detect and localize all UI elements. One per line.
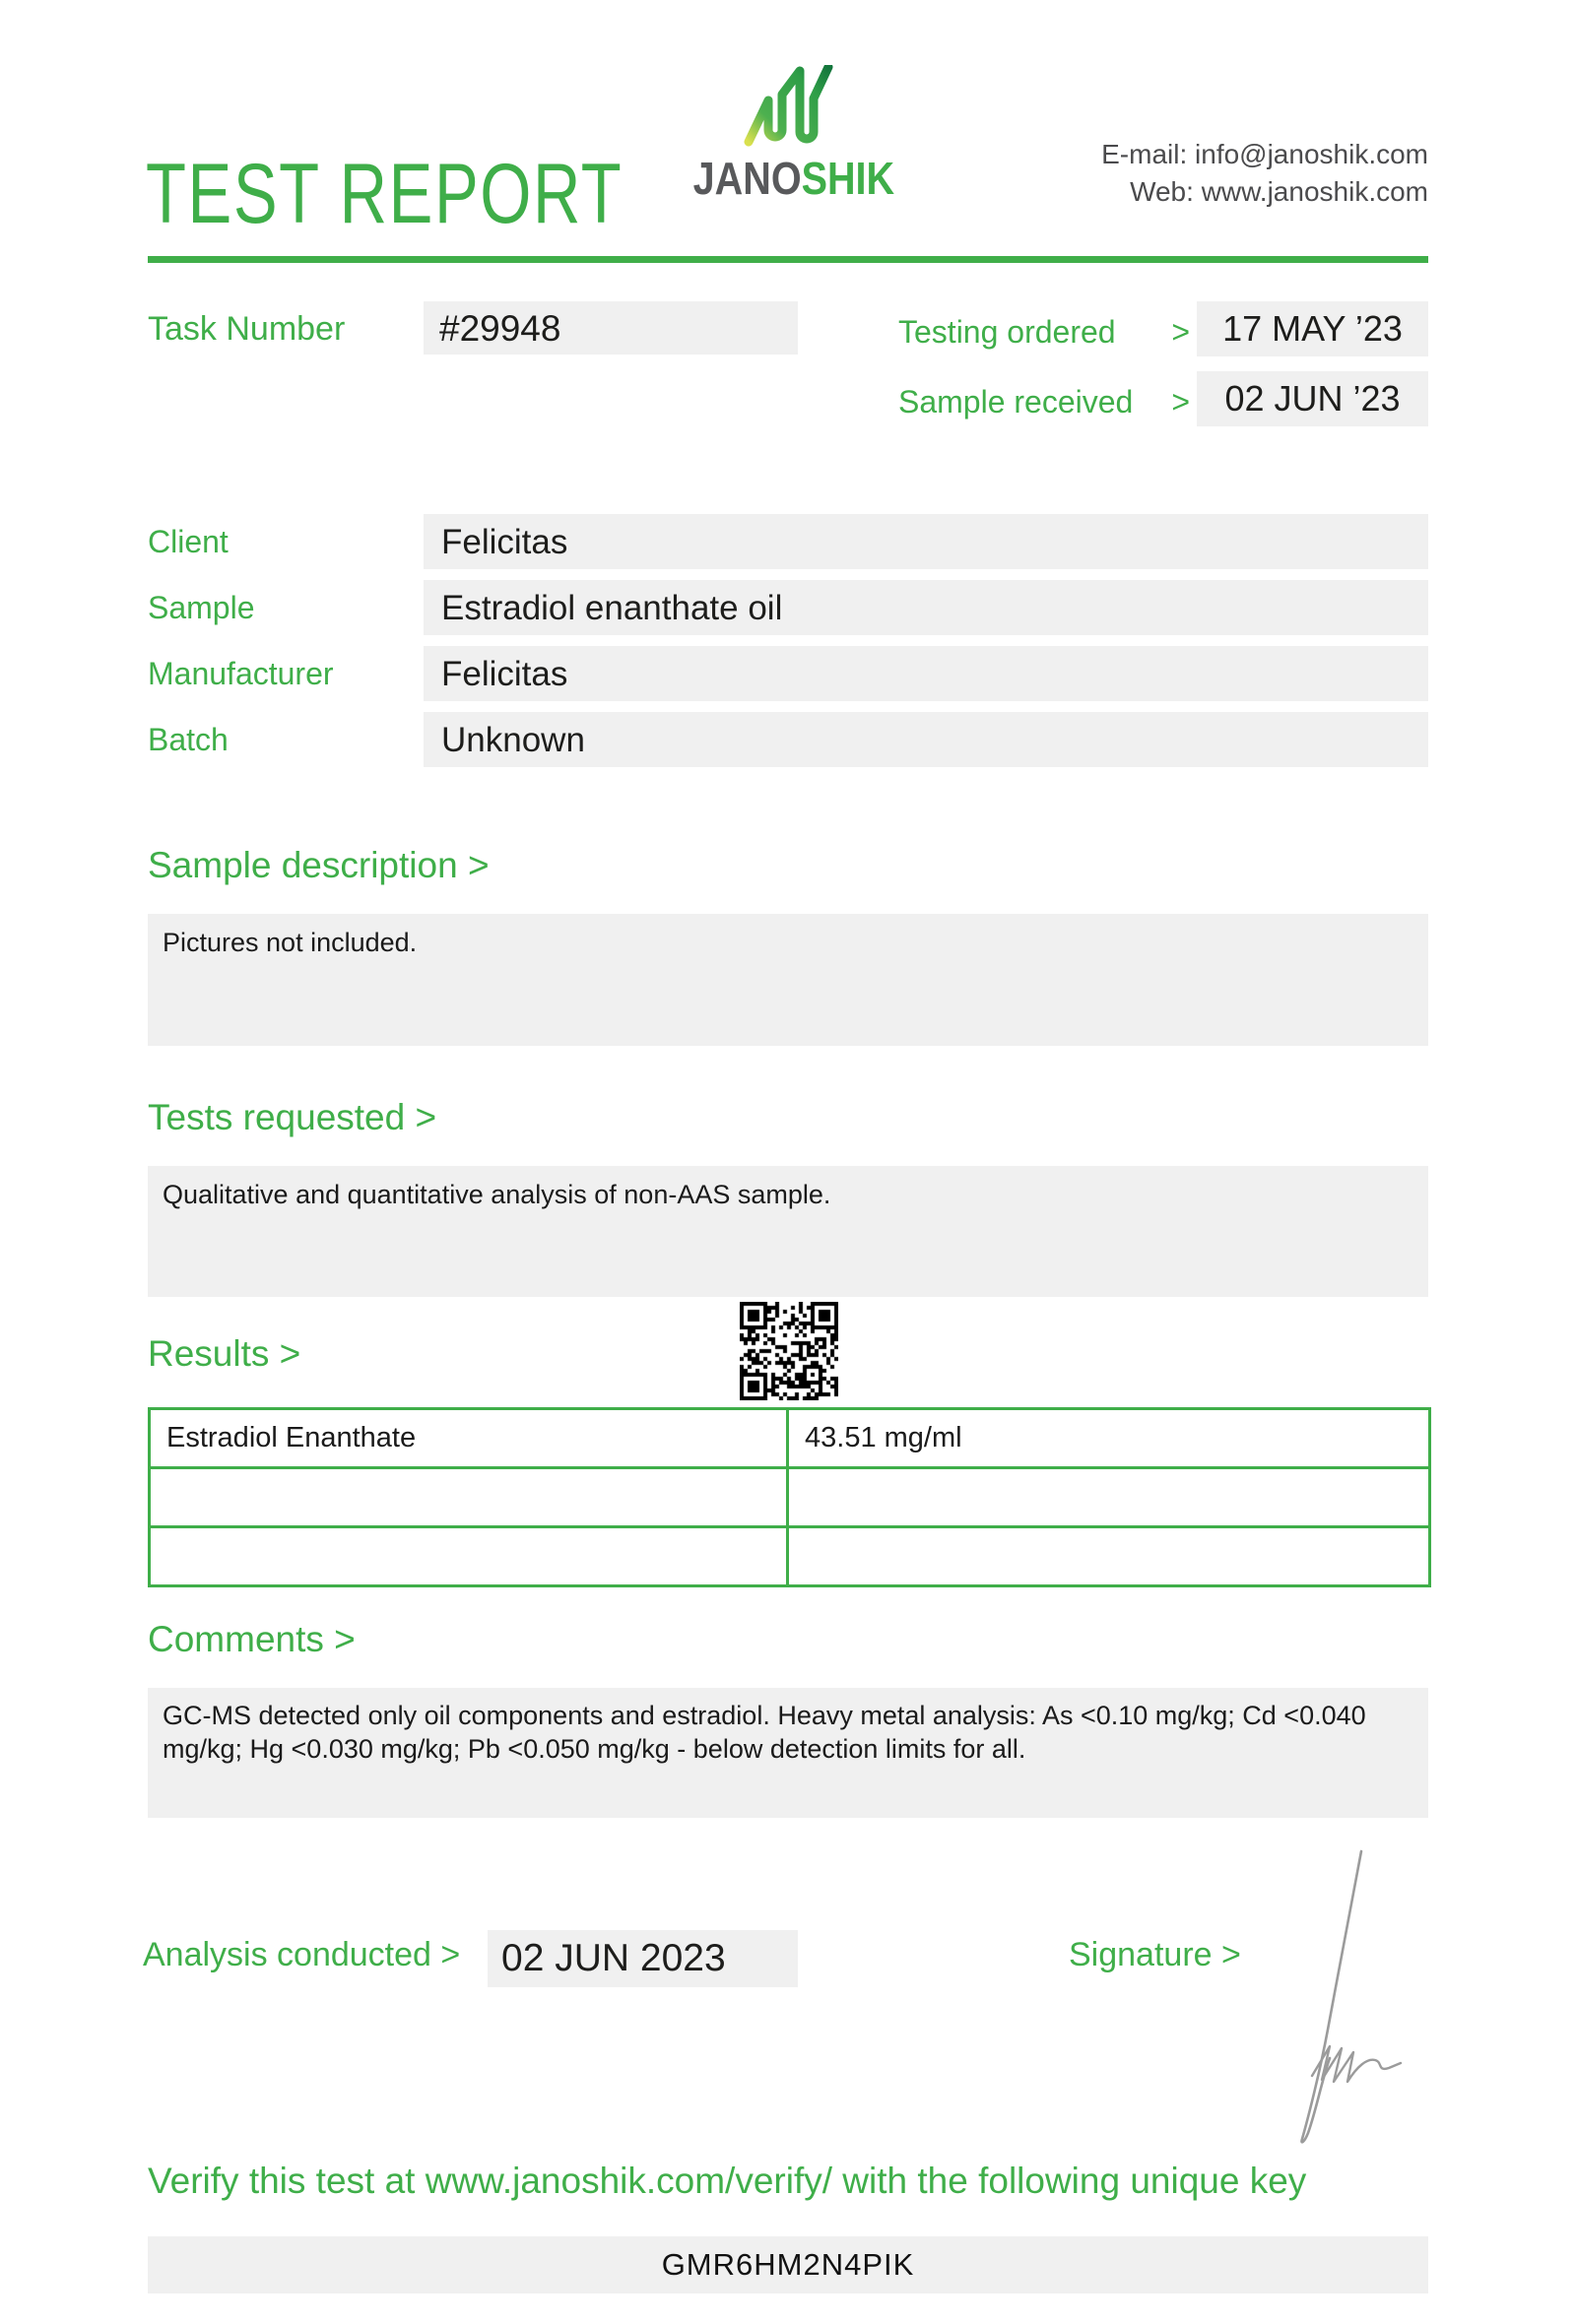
logo-wordmark xyxy=(692,152,895,205)
sample-received-value: 02 JUN ’23 xyxy=(1197,371,1428,426)
tests-requested-heading: Tests requested > xyxy=(148,1097,437,1137)
logo-chart-icon xyxy=(743,65,833,148)
contact-info xyxy=(1101,136,1428,211)
table-row xyxy=(150,1409,1430,1468)
testing-ordered-label: Testing ordered > xyxy=(898,314,1190,350)
batch-label: Batch xyxy=(148,722,229,757)
table-row xyxy=(150,1468,1430,1527)
table-row xyxy=(150,1527,1430,1586)
sample-label: Sample xyxy=(148,590,255,625)
manufacturer-label: Manufacturer xyxy=(148,656,334,691)
sample-value: Estradiol enanthate oil xyxy=(424,580,1428,635)
results-heading: Results > xyxy=(148,1333,301,1374)
verify-instruction: Verify this test at www.janoshik.com/verify/ with the following unique key xyxy=(148,2161,1307,2201)
chevron-right-icon: > xyxy=(1171,384,1190,420)
analysis-conducted-label: Analysis conducted > xyxy=(143,1936,461,1973)
task-number-label: Task Number xyxy=(148,310,346,348)
client-value: Felicitas xyxy=(424,514,1428,569)
sample-description-text: Pictures not included. xyxy=(163,928,418,957)
result-name-cell xyxy=(150,1468,788,1527)
testing-ordered-value: 17 MAY ’23 xyxy=(1197,301,1428,356)
tests-requested-text: Qualitative and quantitative analysis of non-AAS sample. xyxy=(163,1180,831,1209)
sample-description-heading: Sample description > xyxy=(148,845,490,885)
batch-value: Unknown xyxy=(424,712,1428,767)
page-title: TEST REPORT xyxy=(146,147,624,241)
signature-label: Signature > xyxy=(1069,1936,1241,1973)
header-divider xyxy=(148,256,1428,263)
logo-word-green: SHIK xyxy=(801,153,895,204)
manufacturer-value: Felicitas xyxy=(424,646,1428,701)
verify-key: GMR6HM2N4PIK xyxy=(148,2236,1428,2293)
results-table xyxy=(148,1407,1431,1587)
result-value-cell: 43.51 mg/ml xyxy=(788,1409,1430,1468)
comments-text: GC-MS detected only oil components and estradiol. Heavy metal analysis: As <0.10 mg/kg; Cd <0.040 mg/kg; Hg <0.030 mg/kg; Pb <0.050 mg/kg - below detection limits for all. xyxy=(163,1701,1366,1764)
tests-requested-box xyxy=(148,1166,1428,1297)
janoshik-logo xyxy=(678,65,898,205)
contact-email: E-mail: info@janoshik.com xyxy=(1101,139,1428,169)
client-label: Client xyxy=(148,524,229,559)
logo-word-gray: JANO xyxy=(692,153,802,204)
sample-received-label: Sample received > xyxy=(898,384,1190,420)
result-value-cell xyxy=(788,1468,1430,1527)
signature-image xyxy=(1251,1847,1428,2153)
result-value-cell xyxy=(788,1527,1430,1586)
comments-heading: Comments > xyxy=(148,1619,356,1659)
chevron-right-icon: > xyxy=(1171,314,1190,350)
qr-code xyxy=(740,1302,838,1400)
analysis-date-value: 02 JUN 2023 xyxy=(488,1930,798,1987)
result-name-cell xyxy=(150,1527,788,1586)
contact-web: Web: www.janoshik.com xyxy=(1130,176,1428,207)
result-name-cell: Estradiol Enanthate xyxy=(150,1409,788,1468)
comments-box xyxy=(148,1688,1428,1818)
task-number-value: #29948 xyxy=(424,301,798,355)
sample-description-box xyxy=(148,914,1428,1046)
